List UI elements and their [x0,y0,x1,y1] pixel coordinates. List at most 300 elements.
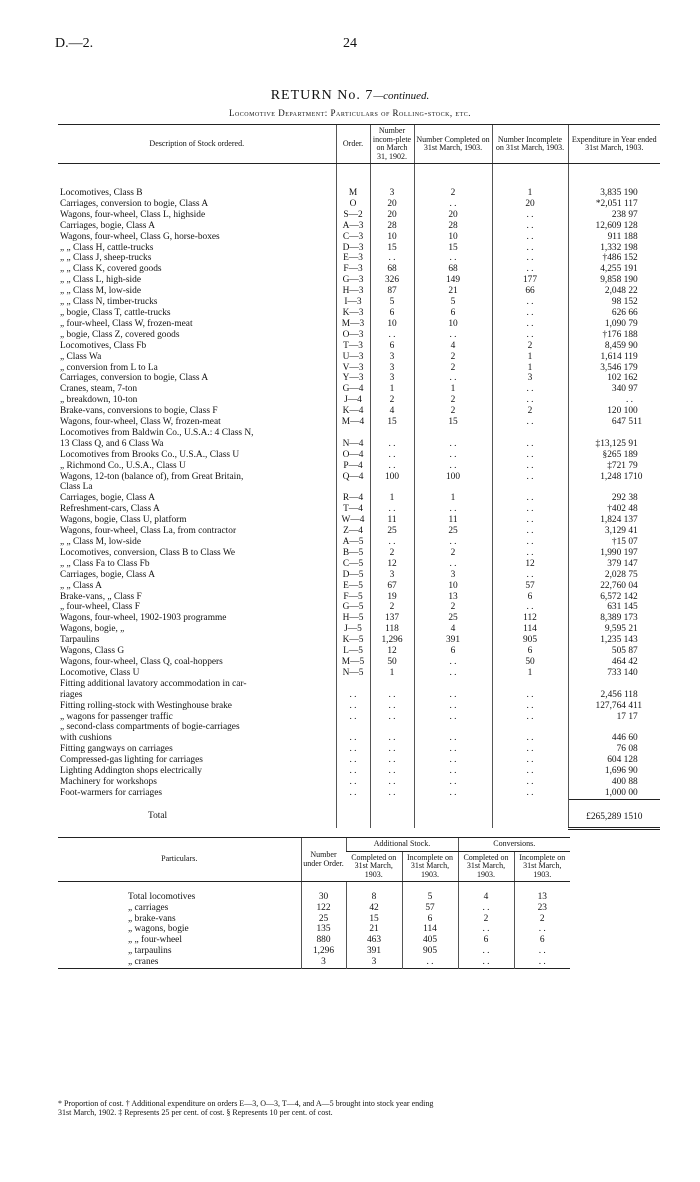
completed-1903 [414,722,492,733]
table-row [58,472,660,483]
incomplete-1903: 1 [492,363,568,374]
col-incomplete-1903: Number Incomplete on 31st March, 1903. [492,125,568,164]
expenditure-pounds-shillings: §265 18 [602,449,633,460]
incomplete-1903: 1 [492,352,568,363]
completed-1903: 3 [414,570,492,581]
order-code: O—3 [336,330,370,341]
summary-label: „ brake-vans [128,913,176,924]
expenditure-pence: 8 [633,776,638,787]
table-row [58,548,660,559]
incomplete-1902: 5 [370,297,414,308]
incomplete-1902: . . [370,504,414,515]
col-expenditure: Expenditure in Year ended 31st March, 1903. [568,125,660,164]
title-main: RETURN No. 7 [270,88,374,103]
stock-description: Locomotive, Class U [60,667,140,678]
completed-1903: 4 [414,624,492,635]
incomplete-1903: . . [492,690,568,701]
expenditure-pence: 9 [633,318,638,329]
table-row [58,439,660,450]
table-row [58,286,660,297]
stock-description: Wagons, four-wheel, Class G, horse-boxes [60,231,220,242]
order-code: . . [336,712,370,723]
table-row [58,515,660,526]
table-row [58,199,660,210]
incomplete-1902 [370,722,414,733]
incomplete-1902: 67 [370,581,414,592]
expenditure-pounds-shillings: 2,456 11 [600,689,633,700]
col-order: Order. [336,125,370,164]
page-title [0,88,700,104]
order-code: H—5 [336,613,370,624]
incomplete-1902: 2 [370,395,414,406]
table-row [58,679,660,690]
expenditure-pence: 8 [633,231,638,242]
summary-add-incomplete: 57 [402,903,458,914]
expenditure [568,439,660,450]
expenditure-pounds-shillings: 3,129 4 [604,526,633,537]
stock-description: „ „ Class Fa to Class Fb [60,558,150,569]
stock-description: Locomotives from Baldwin Co., U.S.A.: 4 Class N, [60,427,254,438]
completed-1903: . . [414,766,492,777]
completed-1903: 25 [414,526,492,537]
expenditure-pence: 1 [633,264,638,275]
completed-1903: 2 [414,602,492,613]
table-row [58,526,660,537]
completed-1903: 10 [414,581,492,592]
order-code: M [336,164,370,199]
incomplete-1902: 28 [370,221,414,232]
table-row [58,243,660,254]
table-row [58,646,660,657]
stock-description: „ „ Class M, low-side [60,537,141,547]
order-code: . . [336,788,370,799]
order-code: M—3 [336,319,370,330]
expenditure-pounds-shillings: 1,990 19 [600,547,633,558]
col-particulars: Particulars. [58,838,301,882]
expenditure [568,722,660,733]
incomplete-1902 [370,679,414,690]
expenditure [568,690,660,701]
document-code: D.—2. [55,36,94,51]
order-code: F—5 [336,592,370,603]
expenditure-pence: 9 [633,460,638,471]
incomplete-1903: 2 [492,406,568,417]
expenditure-pence: 0 [633,406,638,417]
completed-1903: 149 [414,275,492,286]
expenditure [568,592,660,603]
expenditure-pounds-shillings: . . [625,395,633,406]
expenditure [568,253,660,264]
completed-1903: 5 [414,297,492,308]
completed-1903: 2 [414,395,492,406]
summary-add-incomplete: 114 [402,924,458,935]
completed-1903: 2 [414,406,492,417]
incomplete-1902: 3 [370,373,414,384]
expenditure-pounds-shillings: 340 9 [611,384,633,395]
expenditure-pence: 11 [633,700,643,711]
stock-description: Fitting gangways on carriages [60,744,173,755]
expenditure-pence: 3 [633,613,638,624]
expenditure-pounds-shillings: 102 16 [607,373,633,384]
incomplete-1902: 12 [370,646,414,657]
stock-description: „ second-class compartments of bogie-carriages [60,722,240,733]
incomplete-1902: 1 [370,384,414,395]
col-incomplete-1902: Number incom-plete on March 31, 1902. [370,125,414,164]
expenditure-pence: 11 [633,417,643,428]
expenditure-pounds-shillings: †402 4 [607,504,633,515]
order-code: . . [336,777,370,788]
stock-description: Wagons, bogie, Class U, platform [60,515,187,526]
table-row [58,635,660,646]
expenditure-pounds-shillings: 22,760 0 [600,580,633,591]
table-row [58,264,660,275]
summary-conv-completed: . . [458,957,514,968]
table-row [58,210,660,221]
completed-1903: . . [414,777,492,788]
expenditure-pence: 2 [633,286,638,297]
completed-1903: 15 [414,417,492,428]
expenditure [568,363,660,374]
stock-description: Wagons, four-wheel, Class W, frozen-meat [60,417,221,428]
table-row [58,690,660,701]
table-row [58,712,660,723]
incomplete-1903: . . [492,712,568,723]
expenditure [568,559,660,570]
table-row [58,482,660,493]
incomplete-1903: . . [492,330,568,341]
summary-add-completed: 8 [346,882,402,903]
stock-description: Locomotives, conversion, Class B to Class We [60,547,236,558]
summary-row [58,903,570,914]
stock-description: riages [60,689,83,700]
completed-1903: . . [414,504,492,515]
expenditure [568,537,660,548]
total-pence: 10 [633,811,643,822]
incomplete-1902: . . [370,755,414,766]
stock-description: Wagons, four-wheel, Class Q, coal-hoppers [60,656,223,667]
expenditure-pounds-shillings: 1,332 19 [600,242,633,253]
incomplete-1902: . . [370,712,414,723]
completed-1903: . . [414,788,492,799]
order-code: . . [336,744,370,755]
stock-description: Cranes, steam, 7-ton [60,384,138,395]
expenditure-pence: 8 [633,329,638,340]
incomplete-1903: . . [492,384,568,395]
stock-description: „ Class Wa [60,351,102,362]
completed-1903: . . [414,330,492,341]
completed-1903: . . [414,733,492,744]
stock-description: „ bogie, Class T, cattle-trucks [60,307,171,318]
total-pounds-shillings: £265,289 15 [586,811,633,822]
incomplete-1902: 118 [370,624,414,635]
order-code [336,679,370,690]
order-code: N—5 [336,668,370,679]
incomplete-1902: 10 [370,232,414,243]
incomplete-1902: 20 [370,199,414,210]
summary-add-incomplete: 905 [402,946,458,957]
incomplete-1902: 2 [370,602,414,613]
incomplete-1903: . . [492,766,568,777]
summary-conv-completed: . . [458,924,514,935]
expenditure-pence: 0 [633,787,638,798]
expenditure-pence: 3 [633,635,638,646]
completed-1903: 4 [414,341,492,352]
expenditure-pounds-shillings: 604 12 [607,755,633,766]
order-code: U—3 [336,352,370,363]
incomplete-1903: . . [492,755,568,766]
expenditure-pence: 0 [633,188,638,198]
col-additional-stock: Additional Stock. [346,838,458,852]
title-suffix: —continued. [373,90,430,102]
expenditure-pence: 10 [633,471,643,482]
stock-description: Carriages, bogie, Class A [60,220,156,231]
stock-description: „ „ Class J, sheep-trucks [60,253,152,264]
incomplete-1903: . . [492,210,568,221]
expenditure-pence: 5 [633,602,638,613]
stock-description: with cushions [60,733,112,744]
completed-1903: . . [414,373,492,384]
completed-1903: 391 [414,635,492,646]
order-code: . . [336,733,370,744]
expenditure-pence: 8 [633,504,638,515]
incomplete-1903: . . [492,733,568,744]
incomplete-1903 [492,482,568,493]
incomplete-1903: . . [492,472,568,483]
table-row [58,592,660,603]
order-code: T—3 [336,341,370,352]
summary-table [58,837,570,969]
order-code: G—4 [336,384,370,395]
summary-add-completed: 42 [346,903,402,914]
incomplete-1902: . . [370,733,414,744]
incomplete-1903: . . [492,243,568,254]
incomplete-1903: 177 [492,275,568,286]
expenditure [568,308,660,319]
footnotes [58,1099,678,1117]
expenditure-pounds-shillings: 400 8 [611,776,633,787]
summary-conv-incomplete: 23 [514,903,570,914]
total-label: Total [148,811,168,822]
table-row [58,701,660,712]
order-code: Y—3 [336,373,370,384]
expenditure [568,341,660,352]
expenditure-pence: 5 [633,569,638,580]
expenditure-pence: 0 [633,340,638,351]
completed-1903: 10 [414,319,492,330]
incomplete-1902: . . [370,777,414,788]
expenditure-pence: 2 [633,656,638,667]
expenditure-pence: 7 [633,646,638,657]
expenditure-pounds-shillings: 3,835 19 [600,188,633,198]
order-code [336,428,370,439]
expenditure-pence: 1 [633,624,638,635]
expenditure-pounds-shillings: 505 8 [611,646,633,657]
order-code: J—4 [336,395,370,406]
completed-1903: . . [414,744,492,755]
completed-1903: 25 [414,613,492,624]
table-row [58,570,660,581]
incomplete-1902: 3 [370,363,414,374]
table-row [58,406,660,417]
expenditure-pence: 8 [633,755,638,766]
incomplete-1902: 3 [370,164,414,199]
incomplete-1902: . . [370,253,414,264]
table-row [58,733,660,744]
expenditure [568,199,660,210]
completed-1903: . . [414,657,492,668]
stock-description: 13 Class Q, and 6 Class Wa [60,438,164,449]
completed-1903: 100 [414,472,492,483]
completed-1903: 2 [414,352,492,363]
expenditure-pence: 8 [633,493,638,504]
incomplete-1902: 100 [370,472,414,483]
order-code: C—5 [336,559,370,570]
table-row [58,221,660,232]
incomplete-1902: 19 [370,592,414,603]
incomplete-1902: 12 [370,559,414,570]
table-row [58,744,660,755]
completed-1903 [414,428,492,439]
table-row [58,164,660,199]
incomplete-1903: 57 [492,581,568,592]
incomplete-1902: 15 [370,417,414,428]
incomplete-1903: . . [492,504,568,515]
expenditure-pence: 6 [633,307,638,318]
order-code: F—3 [336,264,370,275]
incomplete-1902: . . [370,788,414,799]
completed-1903: . . [414,450,492,461]
order-code: D—5 [336,570,370,581]
expenditure [568,504,660,515]
expenditure-pence: 7 [633,515,638,526]
table-row [58,461,660,472]
completed-1903: 2 [414,363,492,374]
order-code: E—3 [336,253,370,264]
footnote-line-2: 31st March, 1902. ‡ Represents 25 per cent. of cost. § Represents 10 per cent. of cost. [58,1108,333,1117]
expenditure [568,701,660,712]
expenditure-pounds-shillings: 631 14 [607,602,633,613]
expenditure-pounds-shillings: 911 18 [607,231,633,242]
summary-label: „ „ four-wheel [128,935,182,946]
summary-under-order: 1,296 [301,946,346,957]
expenditure-pence: 7 [633,537,638,547]
table-row [58,613,660,624]
col-under-order: Number under Order. [301,838,346,882]
stock-description: „ „ Class M, low-side [60,286,141,297]
expenditure-pounds-shillings: 292 3 [611,493,633,504]
completed-1903: 2 [414,548,492,559]
incomplete-1902: . . [370,690,414,701]
page-header [55,36,645,56]
order-code: S—2 [336,210,370,221]
expenditure-pounds-shillings: 17 1 [616,711,633,722]
completed-1903: . . [414,712,492,723]
incomplete-1902: 50 [370,657,414,668]
summary-add-incomplete: 405 [402,935,458,946]
incomplete-1902: 1 [370,493,414,504]
expenditure [568,712,660,723]
table-row [58,417,660,428]
incomplete-1903: 66 [492,286,568,297]
expenditure [568,264,660,275]
order-code: M—4 [336,417,370,428]
order-code: E—5 [336,581,370,592]
stock-description: Brake-vans, „ Class F [60,591,142,602]
incomplete-1903: . . [492,537,568,548]
stock-description: Foot-warmers for carriages [60,787,163,798]
stock-description: „ breakdown, 10-ton [60,395,138,406]
order-code: G—3 [336,275,370,286]
expenditure [568,221,660,232]
incomplete-1903 [492,428,568,439]
expenditure [568,472,660,483]
expenditure [568,646,660,657]
expenditure [568,613,660,624]
expenditure-pounds-shillings: 1,248 17 [600,471,633,482]
summary-conv-completed: 4 [458,882,514,903]
expenditure-pounds-shillings: 1,824 13 [600,515,633,526]
col-conv-incomplete: Incomplete on 31st March, 1903. [514,851,570,882]
stock-description: Fitting rolling-stock with Westinghouse brake [60,700,232,711]
expenditure [568,755,660,766]
col-conversions: Conversions. [458,838,570,852]
expenditure [568,570,660,581]
completed-1903: . . [414,537,492,548]
stock-description: Class La [60,482,93,493]
stock-description: Lighting Addington shops electrically [60,766,202,777]
stock-description: Wagons, bogie, „ [60,624,125,635]
expenditure [568,515,660,526]
order-code: C—3 [336,232,370,243]
completed-1903: 6 [414,308,492,319]
expenditure-pounds-shillings: 733 14 [607,667,633,678]
expenditure-pence: 8 [633,744,638,755]
expenditure-pounds-shillings: 9,595 2 [604,624,633,635]
summary-under-order: 3 [301,957,346,968]
stock-description: Tarpaulins [60,635,100,646]
col-add-incomplete: Incomplete on 31st March, 1903. [402,851,458,882]
table-row [58,668,660,679]
expenditure-pounds-shillings: 238 9 [611,209,633,220]
summary-under-order: 25 [301,914,346,925]
incomplete-1903: 1 [492,668,568,679]
incomplete-1903: 112 [492,613,568,624]
order-code: . . [336,755,370,766]
table-row [58,308,660,319]
table-row [58,788,660,799]
summary-label: „ carriages [128,902,169,913]
table-row [58,395,660,406]
table-row [58,319,660,330]
completed-1903: 20 [414,210,492,221]
expenditure-pence: 2 [633,253,638,264]
expenditure-pounds-shillings: 120 10 [607,406,633,417]
incomplete-1903: 6 [492,592,568,603]
summary-add-incomplete: 5 [402,882,458,903]
incomplete-1902: 4 [370,406,414,417]
summary-row [58,914,570,925]
expenditure-pounds-shillings: ‡13,125 9 [595,438,633,449]
order-code: . . [336,701,370,712]
completed-1903 [414,482,492,493]
summary-conv-completed: . . [458,903,514,914]
summary-add-incomplete: . . [402,957,458,968]
expenditure-pence: 7 [633,711,638,722]
table-row [58,602,660,613]
expenditure [568,788,660,799]
incomplete-1903: . . [492,788,568,799]
order-code: B—5 [336,548,370,559]
